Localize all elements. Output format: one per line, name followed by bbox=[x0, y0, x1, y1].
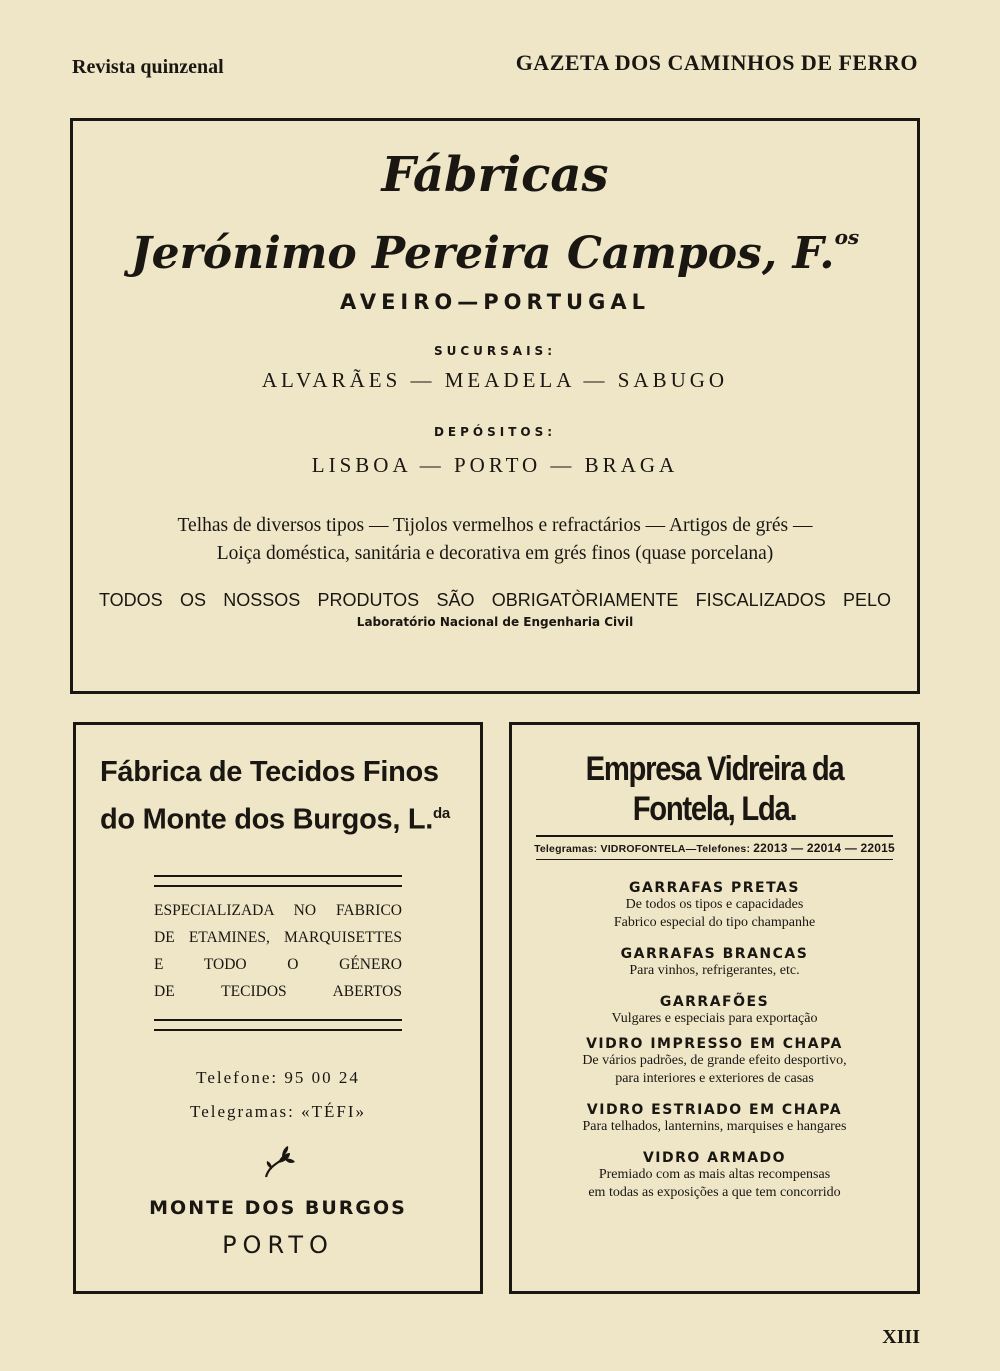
spec-line: DE ETAMINES, MARQUISETTES bbox=[154, 928, 402, 946]
section-head: GARRAFAS PRETAS bbox=[629, 880, 800, 896]
ad-vidreira-da-fontela bbox=[509, 722, 920, 1294]
ad-top-products-line1: Telhas de diversos tipos — Tijolos vermelhos e refractários — Artigos de grés — bbox=[177, 515, 813, 536]
section-line: Premiado com as mais altas recompensas bbox=[598, 1167, 831, 1182]
spec-line: DE TECIDOS ABERTOS bbox=[154, 982, 402, 1000]
phones-label: —Telefones: bbox=[685, 843, 751, 855]
ad-top-branches-label: SUCURSAIS: bbox=[433, 344, 556, 358]
header-left: Revista quinzenal bbox=[72, 56, 224, 78]
phones-value: 22013 — 22014 — 22015 bbox=[753, 841, 895, 855]
ad-left-title-line1: Fábrica de Tecidos Finos bbox=[100, 756, 439, 788]
section-head: VIDRO ARMADO bbox=[642, 1150, 787, 1166]
ad-left-title-line2: do Monte dos Burgos, L. bbox=[100, 803, 434, 836]
ad-left-brand: MONTE DOS BURGOS bbox=[149, 1196, 407, 1219]
section-line: para interiores e exteriores de casas bbox=[615, 1071, 814, 1086]
ad-top-inspection: TODOS OS NOSSOS PRODUTOS SÃO OBRIGATÒRIAMENTE FISCALIZADOS PELO bbox=[99, 590, 891, 610]
ad-top-products-line2: Loiça doméstica, sanitária e decorativa em grés finos (quase porcelana) bbox=[216, 543, 774, 564]
ad-top-company-name bbox=[73, 207, 917, 284]
section-head: GARRAFAS BRANCAS bbox=[620, 946, 809, 962]
ad-left-city: PORTO bbox=[222, 1230, 334, 1259]
ad-top-title: Fábricas bbox=[381, 147, 609, 203]
divider-double-bottom bbox=[154, 1019, 402, 1031]
ad-top-branches: ALVARÃES — MEADELA — SABUGO bbox=[261, 368, 729, 392]
ad-right-contacts bbox=[512, 841, 917, 855]
ad-top-name-sup: os bbox=[834, 225, 860, 249]
divider-top bbox=[536, 835, 893, 837]
divider-double-top bbox=[154, 875, 402, 887]
ad-left-title-sup: da bbox=[433, 805, 450, 822]
ad-left-title-line2-wrap bbox=[100, 793, 480, 841]
ad-left-specialty bbox=[154, 897, 402, 1005]
ad-left-title bbox=[76, 751, 480, 841]
section-line: Para vinhos, refrigerantes, etc. bbox=[629, 963, 800, 978]
ad-right-title: Empresa Vidreira da Fontela, Lda. bbox=[585, 750, 844, 828]
section-line: De vários padrões, de grande efeito desportivo, bbox=[582, 1053, 847, 1068]
ad-top-name-text: Jerónimo Pereira Campos, F. bbox=[130, 228, 835, 279]
ad-jeronimo-pereira-campos bbox=[70, 118, 920, 694]
section-head: GARRAFÕES bbox=[659, 994, 770, 1010]
ad-left-telegrams: Telegramas: «TÉFI» bbox=[190, 1101, 366, 1121]
divider-bottom bbox=[536, 859, 893, 860]
spec-line: E TODO O GÉNERO bbox=[154, 955, 402, 973]
spec-line: ESPECIALIZADA NO FABRICO bbox=[154, 901, 402, 919]
telegrams-label: Telegramas: bbox=[534, 843, 598, 855]
ad-top-lab: Laboratório Nacional de Engenharia Civil bbox=[356, 615, 634, 629]
section-line: Para telhados, lanternins, marquises e hangares bbox=[582, 1119, 847, 1134]
header-right: GAZETA DOS CAMINHOS DE FERRO bbox=[515, 50, 918, 75]
section-line: Fabrico especial do tipo champanhe bbox=[613, 915, 816, 930]
flower-icon bbox=[258, 1143, 298, 1179]
ad-top-depots: LISBOA — PORTO — BRAGA bbox=[311, 453, 679, 477]
ad-monte-dos-burgos bbox=[73, 722, 483, 1294]
section-line: Vulgares e especiais para exportação bbox=[611, 1011, 818, 1026]
section-line: em todas as exposições a que tem concorrido bbox=[588, 1185, 841, 1200]
section-head: VIDRO IMPRESSO EM CHAPA bbox=[586, 1036, 843, 1052]
page-number: XIII bbox=[882, 1326, 920, 1348]
ad-top-place: AVEIRO—PORTUGAL bbox=[340, 290, 650, 314]
ad-left-telephone: Telefone: 95 00 24 bbox=[196, 1067, 360, 1087]
ad-top-depots-label: DEPÓSITOS: bbox=[433, 425, 557, 439]
telegrams-value: VIDROFONTELA bbox=[600, 843, 686, 855]
section-head: VIDRO ESTRIADO EM CHAPA bbox=[586, 1102, 843, 1118]
section-line: De todos os tipos e capacidades bbox=[625, 897, 804, 912]
